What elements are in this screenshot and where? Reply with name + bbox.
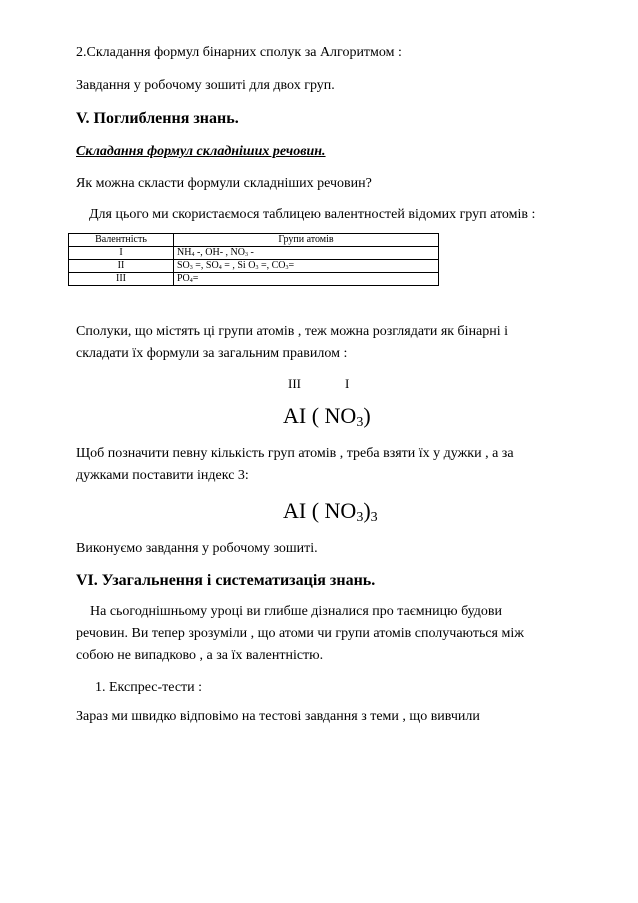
valence-label-iii: III [288, 376, 301, 391]
workbook-task-line: Виконуємо завдання у робочому зошиті. [76, 541, 318, 556]
header-valence: Валентність [69, 234, 174, 247]
table-intro-line: Для цього ми скористаємося таблицею валентностей відомих груп атомів : [89, 207, 536, 222]
valence-table [68, 233, 439, 286]
express-tests-list-item: 1. Експрес-тести : [95, 680, 203, 695]
formula-al-no3-3: AI ( $NO_3)_3$ [283, 498, 378, 525]
summary-para-line-1: На сьогоднішньому уроці ви глибше дізналися про таємницю будови [76, 604, 503, 619]
binary-para-line-1: Сполуки, що містять ці групи атомів , теж можна розглядати як бінарні і [76, 324, 509, 339]
valence-cell: III [69, 273, 174, 286]
subheading: Складання формул складніших речовин. [76, 144, 326, 159]
valence-cell: I [69, 247, 174, 260]
task-two-groups-line: Завдання у робочому зошиті для двох груп. [76, 78, 335, 93]
valence-cell: II [69, 260, 174, 273]
final-line: Зараз ми швидко відповімо на тестові завдання з теми , що вивчили [76, 709, 480, 724]
section-v-heading: V. Поглиблення знань. [76, 110, 239, 127]
groups-cell: $PO_4=$ [174, 273, 439, 286]
header-groups: Групи атомів [174, 234, 439, 247]
valence-label-i: I [345, 376, 350, 391]
summary-para-line-2: речовин. Ви тепер зрозуміли , що атоми чи групи атомів сполучаються між [76, 626, 524, 641]
binary-para-line-2: складати їх формули за загальним правилом : [76, 346, 348, 361]
groups-cell: $NH_4$ -, OH- , $NO_3$ - [174, 247, 439, 260]
summary-para-line-3: собою не випадково , а за їх валентністю. [76, 648, 324, 663]
table-row [69, 260, 439, 273]
brackets-para-line-2: дужками поставити індекс 3: [76, 468, 249, 483]
table-row [69, 247, 439, 260]
formula-al-no3: AI ( $NO_3$) [283, 403, 371, 430]
algorithm-line: 2.Складання формул бінарних сполук за Алгоритмом : [76, 45, 402, 60]
groups-cell: $SO_3$ =, $SO_4$ = , Si $O_3$ =, $CO_3=$ [174, 260, 439, 273]
question-line: Як можна скласти формули складніших речовин? [76, 176, 372, 191]
brackets-para-line-1: Щоб позначити певну кількість груп атомів , треба взяти їх у дужки , а за [76, 446, 514, 461]
table-row [69, 273, 439, 286]
section-vi-heading: VI. Узагальнення і систематизація знань. [76, 572, 376, 589]
table-header-row [69, 234, 439, 247]
